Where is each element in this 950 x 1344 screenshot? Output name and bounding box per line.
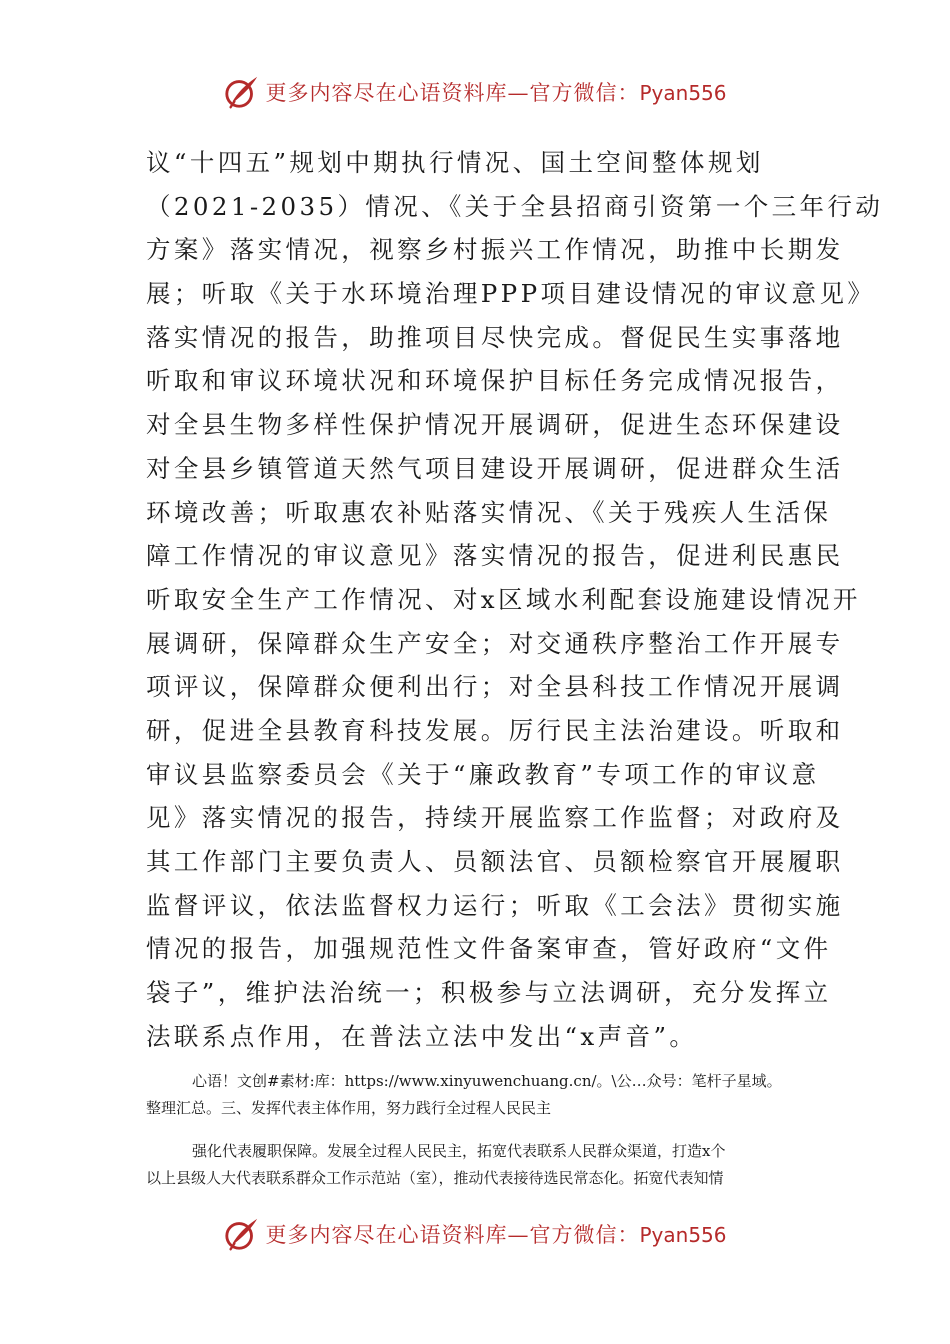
banner-label: 更多内容尽在心语资料库—官方微信： xyxy=(265,81,640,105)
body-line: 听取安全生产工作情况、对x区域水利配套设施建设情况开 xyxy=(146,584,861,614)
quill-logo-icon xyxy=(223,1215,261,1253)
body-line: 其工作部门主要负责人、员额法官、员额检察官开展履职 xyxy=(146,847,844,876)
body-line: 对全县生物多样性保护情况开展调研，促进生态环保建设 xyxy=(146,410,844,440)
banner-handle: Pyan556 xyxy=(639,1223,727,1247)
source-note xyxy=(146,1068,818,1122)
body-line: 法联系点作用，在普法立法中发出“x声音”。 xyxy=(146,1021,698,1051)
section-line: 以上县级人大代表联系群众工作示范站（室），推动代表接待选民常态化。拓宽代表知情 xyxy=(146,1169,724,1187)
banner-text xyxy=(265,1219,726,1249)
quill-logo-icon xyxy=(223,73,261,111)
body-line: （2021-2035）情况、《关于全县招商引资第一个三年行动 xyxy=(146,191,884,221)
section-line: 强化代表履职保障。发展全过程人民民主，拓宽代表联系人民群众渠道，打造x个 xyxy=(192,1142,726,1160)
banner-text xyxy=(265,77,726,107)
body-line: 环境改善；听取惠农补贴落实情况、《关于残疾人生活保 xyxy=(146,497,832,527)
body-line: 见》落实情况的报告，持续开展监察工作监督；对政府及 xyxy=(146,803,844,833)
header-banner xyxy=(0,70,950,114)
note-line: 心语！文创#素材:库：https://www.xinyuwenchuang.cn/。\公…众号：笔杆子星域。 xyxy=(192,1072,782,1090)
body-line: 议“十四五”规划中期执行情况、国土空间整体规划 xyxy=(146,148,764,177)
body-paragraph xyxy=(146,141,884,1058)
body-line: 袋子”，维护法治统一；积极参与立法调研，充分发挥立 xyxy=(146,978,832,1008)
banner-handle: Pyan556 xyxy=(639,81,727,105)
body-line: 项评议，保障群众便利出行；对全县科技工作情况开展调 xyxy=(146,672,844,702)
body-line: 落实情况的报告，助推项目尽快完成。督促民生实事落地 xyxy=(146,322,844,352)
body-line: 对全县乡镇管道天然气项目建设开展调研，促进群众生活 xyxy=(146,453,844,483)
body-line: 研，促进全县教育科技发展。厉行民主法治建设。听取和 xyxy=(146,715,844,745)
body-line: 展；听取《关于水环境治理PPP项目建设情况的审议意见》 xyxy=(146,279,876,309)
footer-banner xyxy=(0,1212,950,1256)
note-line: 整理汇总。三、发挥代表主体作用，努力践行全过程人民民主 xyxy=(146,1099,552,1117)
body-line: 展调研，保障群众生产安全；对交通秩序整治工作开展专 xyxy=(146,628,844,658)
body-line: 听取和审议环境状况和环境保护目标任务完成情况报告， xyxy=(146,366,844,396)
section-paragraph xyxy=(146,1138,818,1192)
body-line: 障工作情况的审议意见》落实情况的报告，促进利民惠民 xyxy=(146,541,844,571)
body-line: 监督评议，依法监督权力运行；听取《工会法》贯彻实施 xyxy=(146,890,844,920)
banner-label: 更多内容尽在心语资料库—官方微信： xyxy=(265,1223,640,1247)
body-line: 审议县监察委员会《关于“廉政教育”专项工作的审议意 xyxy=(146,759,820,789)
body-line: 情况的报告，加强规范性文件备案审查，管好政府“文件 xyxy=(146,934,832,964)
body-line: 方案》落实情况，视察乡村振兴工作情况，助推中长期发 xyxy=(146,235,844,265)
